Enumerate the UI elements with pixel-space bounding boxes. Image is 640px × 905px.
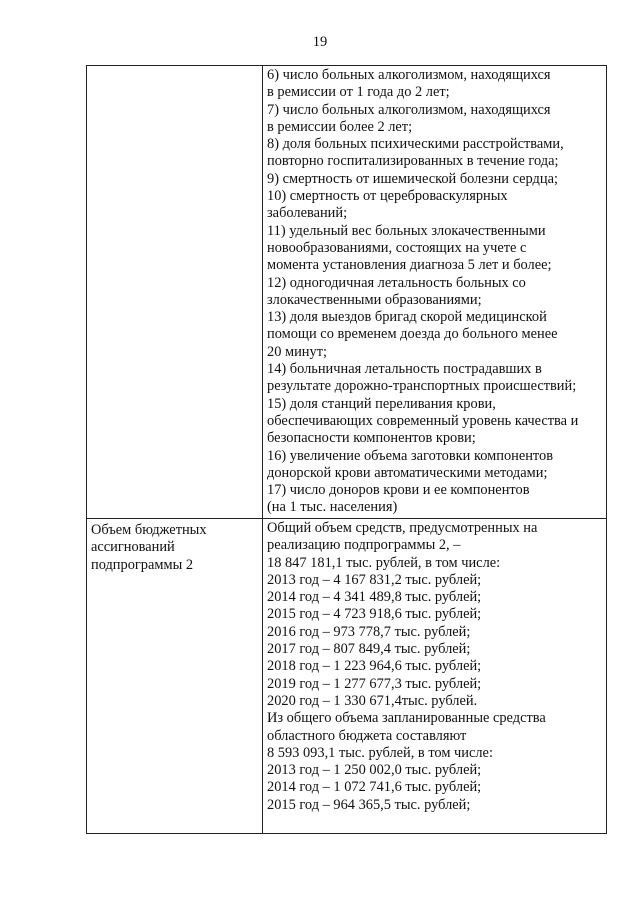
text-line: 2019 год – 1 277 677,3 тыс. рублей; bbox=[267, 675, 482, 692]
page-number: 19 bbox=[312, 34, 328, 50]
indicators-list bbox=[263, 66, 606, 517]
text-line: реализацию подпрограммы 2, – bbox=[267, 537, 461, 554]
text-line: в ремиссии более 2 лет; bbox=[267, 118, 413, 135]
table-row-indicators bbox=[87, 66, 607, 519]
text-line: 2013 год – 4 167 831,2 тыс. рублей; bbox=[267, 571, 482, 588]
text-line: помощи со временем доезда до больного менее bbox=[267, 326, 558, 343]
text-line: областного бюджета составляют bbox=[267, 727, 467, 744]
text-line: заболеваний; bbox=[267, 205, 348, 222]
text-line: 2018 год – 1 223 964,6 тыс. рублей; bbox=[267, 658, 482, 675]
text-line: момента установления диагноза 5 лет и более; bbox=[267, 257, 552, 274]
row2-content-cell bbox=[263, 519, 607, 834]
text-line: 7) число больных алкоголизмом, находящихся bbox=[267, 101, 551, 118]
text-line: безопасности компонентов крови; bbox=[267, 430, 476, 447]
text-line: подпрограммы 2 bbox=[91, 556, 194, 573]
text-line: донорской крови автоматическими методами; bbox=[267, 464, 548, 481]
text-line: 10) смертность от цереброваскулярных bbox=[267, 188, 508, 205]
text-line: 12) одногодичная летальность больных со bbox=[267, 274, 526, 291]
text-line: в ремиссии от 1 года до 2 лет; bbox=[267, 84, 450, 101]
row1-content-cell bbox=[263, 66, 607, 519]
text-line: 11) удельный вес больных злокачественными bbox=[267, 222, 546, 239]
text-line: 6) число больных алкоголизмом, находящихся bbox=[267, 67, 551, 83]
text-line: 2015 год – 4 723 918,6 тыс. рублей; bbox=[267, 606, 482, 623]
text-line: 2017 год – 807 849,4 тыс. рублей; bbox=[267, 641, 471, 658]
text-line: обеспечивающих современный уровень качества и bbox=[267, 412, 579, 429]
text-line: (на 1 тыс. населения) bbox=[267, 499, 398, 516]
text-line: 15) доля станций переливания крови, bbox=[267, 395, 496, 412]
budget-details bbox=[263, 519, 606, 814]
text-line: злокачественными образованиями; bbox=[267, 291, 482, 308]
text-line: 2020 год – 1 330 671,4тыс. рублей. bbox=[267, 692, 478, 709]
text-line: 2015 год – 964 365,5 тыс. рублей; bbox=[267, 796, 471, 813]
text-line: 18 847 181,1 тыс. рублей, в том числе: bbox=[267, 554, 501, 571]
budget-label bbox=[87, 519, 262, 574]
text-line: 2014 год – 1 072 741,6 тыс. рублей; bbox=[267, 779, 482, 796]
table-row-budget bbox=[87, 519, 607, 834]
program-table bbox=[86, 65, 607, 834]
text-line: результате дорожно-транспортных происшествий; bbox=[267, 378, 577, 395]
text-line: ассигнований bbox=[91, 539, 175, 556]
text-line: 2016 год – 973 778,7 тыс. рублей; bbox=[267, 623, 471, 640]
text-line: 8) доля больных психическими расстройствами, bbox=[267, 136, 564, 153]
text-line: Объем бюджетных bbox=[91, 522, 207, 538]
text-line: 16) увеличение объема заготовки компонентов bbox=[267, 447, 554, 464]
text-line: Из общего объема запланированные средства bbox=[267, 710, 546, 727]
text-line: повторно госпитализированных в течение года; bbox=[267, 153, 559, 170]
text-line: 2013 год – 1 250 002,0 тыс. рублей; bbox=[267, 762, 482, 779]
text-line: 8 593 093,1 тыс. рублей, в том числе: bbox=[267, 744, 493, 761]
text-line: 14) больничная летальность пострадавших в bbox=[267, 361, 542, 378]
text-line: 17) число доноров крови и ее компонентов bbox=[267, 482, 530, 499]
text-line: 13) доля выездов бригад скорой медицинской bbox=[267, 309, 547, 326]
text-line: 9) смертность от ишемической болезни сердца; bbox=[267, 170, 558, 187]
row1-label-text bbox=[87, 66, 262, 69]
text-line: новообразованиями, состоящих на учете с bbox=[267, 239, 527, 256]
text-line: Общий объем средств, предусмотренных на bbox=[267, 520, 538, 536]
text-line: 2014 год – 4 341 489,8 тыс. рублей; bbox=[267, 589, 482, 606]
row1-label-cell bbox=[87, 66, 263, 519]
text-line: 20 минут; bbox=[267, 343, 327, 360]
row2-label-cell bbox=[87, 519, 263, 834]
